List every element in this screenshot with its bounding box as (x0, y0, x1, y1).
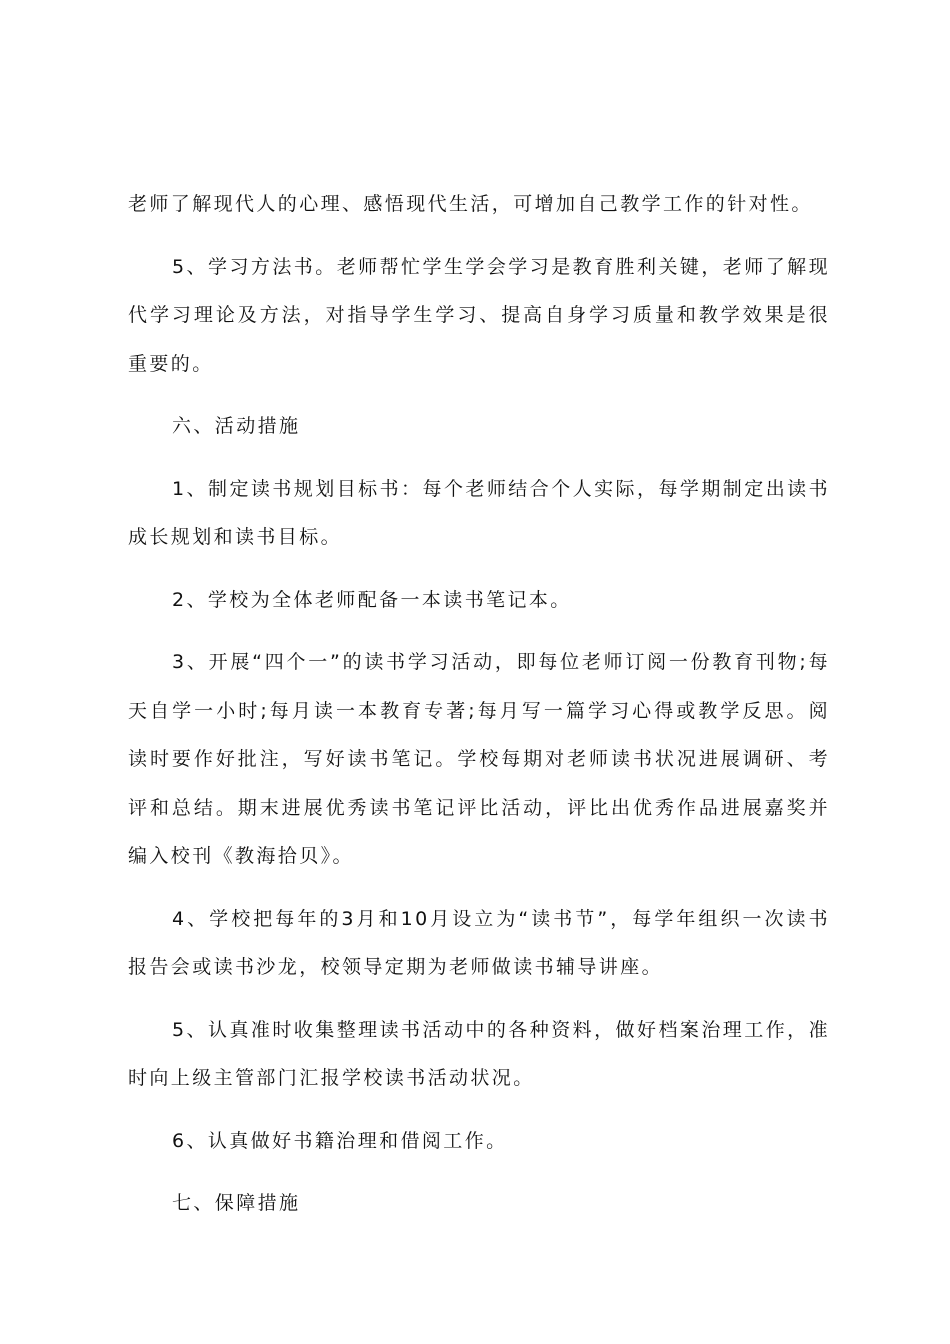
paragraph-continuation: 老师了解现代人的心理、感悟现代生活，可增加自己教学工作的针对性。 (128, 193, 813, 215)
paragraph-book-lending: 6、认真做好书籍治理和借阅工作。 (172, 1129, 508, 1152)
paragraph-reading-festival: 4、学校把每年的3月和10月设立为“读书节”，每学年组织一次读书报告会或读书沙龙，校领导定期为老师做读书辅导讲座。 (128, 907, 830, 978)
section-heading-activity-measures: 六、活动措施 (172, 415, 301, 437)
paragraph-archive-management: 5、认真准时收集整理读书活动中的各种资料，做好档案治理工作，准时向上级主管部门汇报学校读书活动状况。 (128, 1018, 830, 1089)
document-body (128, 180, 830, 1242)
paragraph-four-ones-activity: 3、开展“四个一”的读书学习活动，即每位老师订阅一份教育刊物;每天自学一小时;每月读一本教育专著;每月写一篇学习心得或教学反思。阅读时要作好批注，写好读书笔记。学校每期对老师读书状况进展调研、考评和总结。期末进展优秀读书笔记评比活动，评比出优秀作品进展嘉奖并编入校刊《教海拾贝》。 (128, 651, 830, 867)
section-heading-safeguard-measures: 七、保障措施 (172, 1192, 301, 1214)
paragraph-reading-plan: 1、制定读书规划目标书：每个老师结合个人实际，每学期制定出读书成长规划和读书目标。 (128, 477, 830, 548)
paragraph-study-method-books: 5、学习方法书。老师帮忙学生学会学习是教育胜利关键，老师了解现代学习理论及方法，对指导学生学习、提高自身学习质量和教学效果是很重要的。 (128, 255, 830, 375)
paragraph-notebook: 2、学校为全体老师配备一本读书笔记本。 (172, 588, 572, 611)
